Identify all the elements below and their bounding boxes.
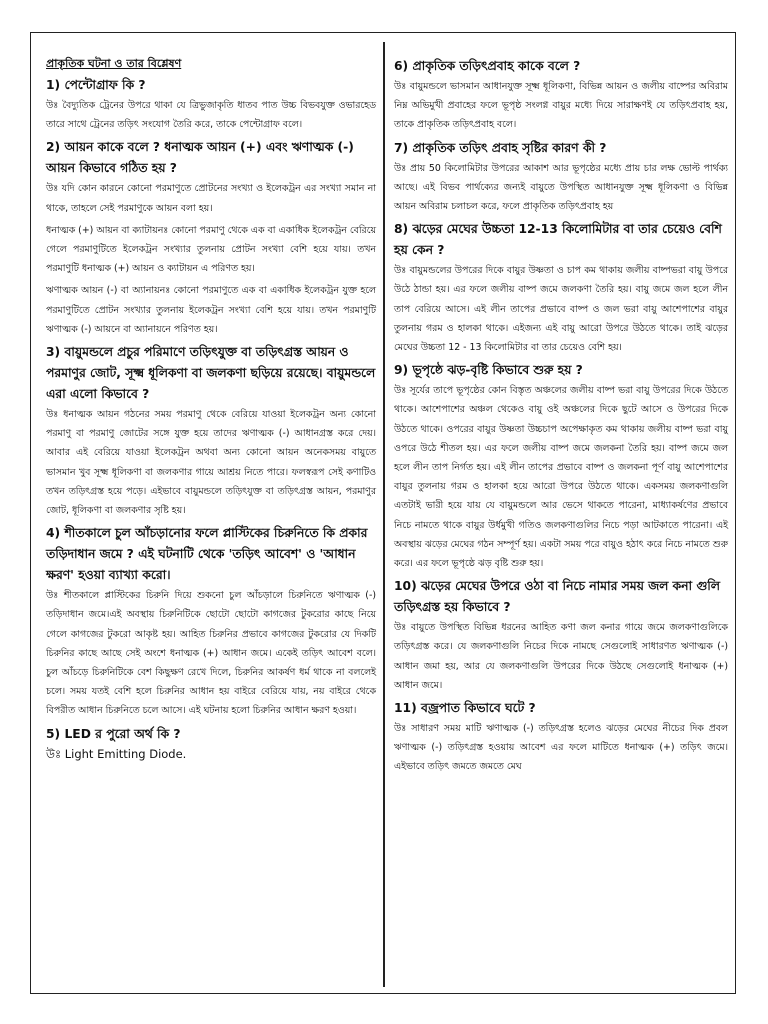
question-block [46,137,376,339]
column-divider [383,42,385,987]
answer-text: ঋণাত্মক আয়ন (-) বা অ্যানায়নঃ কোনো পরমাণুতে এক বা একাধিক ইলেকট্রন যুক্ত হলে পরমাণুটিতে প্রোটন সংখ্যার তুলনায় ইলেকট্রন সংখ্যা বেশি হয়ে যায়। তখন পরমাণুটি ঋণাত্মক (-) আয়নে বা অ্যানায়নে পরিণত হয়। [46,285,376,335]
question-block [46,342,376,520]
question-block [46,724,376,764]
question-block [394,360,728,573]
question-text: 11) বজ্রপাত কিভাবে ঘটে ? [394,701,536,716]
question-text: 3) বায়ুমন্ডলে প্রচুর পরিমাণে তড়িৎযুক্ত বা তড়িৎগ্রস্ত আয়ন ও পরমাণুর জোট, সূক্ষ্ম ধূলিকণা বা জলকণা ছড়িয়ে রয়েছে। বায়ুমন্ডলে এরা এলো কিভাবে ? [46,345,376,402]
question-text: 8) ঝড়ের মেঘের উচ্চতা 12-13 কিলোমিটার বা তার চেয়েও বেশি হয় কেন ? [394,222,722,258]
topic-heading: প্রাকৃতিক ঘটনা ও তার বিশ্লেষণ [46,57,182,70]
question-text: 9) ভূপৃষ্ঠে ঝড়-বৃষ্টি কিভাবে শুরু হয় ? [394,363,583,378]
question-text: 6) প্রাকৃতিক তড়িৎপ্রবাহ কাকে বলে ? [394,59,581,73]
answer-text: উঃ যদি কোন কারনে কোনো পরমাণুতে প্রোটনের সংখ্যা ও ইলেকট্রন এর সংখ্যা সমান না থাকে, তাহলে সেই পরমাণুকে আয়ন বলা হয়। [46,183,376,214]
question-block [394,138,728,217]
answer-text: উঃ সূর্যের তাপে ভূপৃষ্ঠের কোন বিস্তৃত অঞ্চলের জলীয় বাষ্প ভরা বায়ু উপরের দিকে উঠতে থাকে। আশেপাশের অঞ্চল থেকেও বায়ু ওই অঞ্চলের দিকে ছুটে আসে ও উপরের দিকে উঠতে থাকে। ওপরের বায়ুর উষ্ণতা উচ্চচাপ অপেক্ষাকৃত কম থাকায় জলীয় বাষ্প ভরা বায়ু ওপরে উঠে শীতল হয়। এর ফলে জলীয় বাষ্প জমে জলকনা তৈরি হয়। বাষ্প জমে জল হলে লীন তাপ নির্গত হয়। এই লীন তাপের প্রভাবে বাষ্প ও জলকনা পূর্ণ বায়ু আশেপাশের বায়ুর তুলনায় গরম ও হালকা হয়ে আরো উপরে উঠতে থাকে। একসময় জলকণাগুলি এতটাই ভারী হয়ে যায় যে বায়ুমন্ডলে আর ভেসে থাকতে পারেনা, মাধ্যাকর্ষণের প্রভাবে নিচে নামতে থাকে বায়ুর উর্ধমুখী গতিও জলকণাগুলির নিচে পড়া আটকাতে পারেনা। এই অবস্থায় ঝড়ের মেঘের গঠন সম্পূর্ণ হয়। একটা সময় পরে বায়ুও হঠাৎ করে নিচে নামতে শুরু করে। এর ফলে ভূপৃষ্ঠে ঝড় বৃষ্টি শুরু হয়। [394,385,728,570]
left-question-list [46,75,376,764]
answer-text: উঃ বায়ুমন্ডলে ভাসমান আধানযুক্ত সূক্ষ্ম ধূলিকণা, বিভিন্ন আয়ন ও জলীয় বাষ্পের অবিরাম নিম্ন অভিমুখী প্রবাহের ফলে ভূপৃষ্ঠ সংলগ্ন বায়ুর মধ্যে দিয়ে সারাক্ষণই যে তড়িৎপ্রবাহ হয়, তাকে প্রাকৃতিক তড়িৎপ্রবাহ বলে। [394,81,728,131]
answer-text: উঃ বৈদ্যুতিক ট্রেনের উপরে থাকা যে ত্রিভুজাকৃতি ধাতব পাত উচ্চ বিভবযুক্ত ওভারহেড তারে সাথে ট্রেনের তড়িৎ সংযোগ তৈরি করে, তাকে পেন্টোগ্রাফ বলে। [46,100,376,131]
question-block [394,56,728,135]
question-text: 5) LED র পুরো অর্থ কি ? [46,726,181,741]
answer-text: উঃ বায়ুতে উপস্থিত বিভিন্ন ধরনের আহিত কণা জল কনার গায়ে জমে জলকণাগুলিকে তড়িৎগ্রস্ত করে। যে জলকণাগুলি নিচের দিকে নামছে সেগুলোই সাধারণত ঋণাত্মক (-) আধান জমা হয়, আর যে জলকণাগুলি উপরের দিকে উঠছে সেগুলোই ধনাত্মক (+) আধান জমে। [394,622,728,691]
question-block [394,576,728,695]
question-block [46,523,376,720]
answer-text: ধনাত্মক (+) আয়ন বা ক্যাটায়নঃ কোনো পরমাণু থেকে এক বা একাধিক ইলেকট্রন বেরিয়ে গেলে পরমাণুটিতে ইলেকট্রন সংখ্যার তুলনায় প্রোটন সংখ্যা বেশি হয়ে যায়। তখন পরমাণুটি ধনাত্মক (+) আয়ন ও ক্যাটায়ন এ পরিণত হয়। [46,224,376,275]
answer-text: উঃ শীতকালে প্লাস্টিকের চিরুনি দিয়ে শুকনো চুল আঁচড়ালে চিরুনিতে ঋণাত্মক (-) তড়িদাধান জমে।এই অবস্থায় চিরুনিটিকে ছোটো ছোটো কাগজের টুকরোর কাছে নিয়ে গেলে কাগজের টুকরো আকৃষ্ট হয়। আহিত চিরুনির প্রভাবে কাগজের টুকরোর যে দিকটি চিরুনির কাছে আছে সেই অংশে ধনাত্মক (+) আধান জমে। একেই তড়িৎ আবেশ বলে। চুল আঁচড়ে চিরুনিটিকে বেশ কিছুক্ষণ রেখে দিলে, চিরুনির আকর্ষণ ধর্ম থাকে না বললেই চলে। সময় যতই বেশি হলে চিরুনির আধান হয় বাইরে বেরিয়ে যায়, নয় বাইরে থেকে বিপরীত আধান চিরুনিতে চলে আসে। এই ঘটনায় হলো চিরুনির আধান ক্ষরণ হওয়া। [46,590,376,717]
question-text: 10) ঝড়ের মেঘের উপরে ওঠা বা নিচে নামার সময় জল কনা গুলি তড়িৎগ্রস্ত হয় কিভাবে ? [394,579,720,615]
right-column [394,56,728,780]
answer-text: উঃ বায়ুমন্ডলের উপরের দিকে বায়ুর উষ্ণতা ও চাপ কম থাকায় জলীয় বাষ্পভরা বায়ু উপরে উঠে ঠান্ডা হয়। এর ফলে জলীয় বাষ্প জমে জলকণা তৈরি হয়। বায়ু জমে জল হলে লীন তাপ বেরিয়ে আসে। এই লীন তাপের প্রভাবে বাষ্প ও জল ভরা বায়ু আশেপাশের বায়ুর তুলনায় গরম ও হালকা থাকে। এইজন্য এই বায়ু আরো উপরে উঠতে থাকে। তাই ঝড়ের মেঘের উচ্চতা 12 - 13 কিলোমিটার বা তার চেয়েও বেশি হয়। [394,265,728,354]
answer-text: উঃ Light Emitting Diode. [46,746,187,761]
answer-text: উঃ ধনাত্মক আয়ন গঠনের সময় পরমাণু থেকে বেরিয়ে যাওয়া ইলেকট্রন অন্য কোনো পরমাণু বা পরমাণু জোটের সঙ্গে যুক্ত হয়ে তাদের ঋণাত্মক (-) আধানগ্রস্ত করে দেয়। আবার এই বেরিয়ে যাওয়া ইলেকট্রন অথবা অন্য কোনো আয়ন অনেকসময় বায়ুতে ভাসমান খুব সূক্ষ্ম ধূলিকণা বা জলকণার গায়ে আশ্রয় নিতে পারে। ফলস্বরূপ সেই কণাটিও তখন তড়িৎগ্রস্ত হয়ে পড়ে। এইভাবে বায়ুমন্ডলে তড়িৎযুক্ত বা তড়িৎগ্রস্ত আয়ন, পরমাণুর জোট, ধূলিকণা বা জলকণার সৃষ্টি হয়। [46,409,376,517]
right-question-list [394,56,728,777]
question-block [394,219,728,357]
question-text: 7) প্রাকৃতিক তড়িৎ প্রবাহ সৃষ্টির কারণ কী ? [394,140,607,155]
question-text: 4) শীতকালে চুল আঁচড়ানোর ফলে প্লাস্টিকের চিরুনিতে কি প্রকার তড়িদাধান জমে ? এই ঘটনাটি থেকে 'তড়িৎ আবেশ' ও 'আধান ক্ষরণ' হওয়া ব্যাখ্যা করো। [46,526,368,583]
answer-text: উঃ প্রায় 50 কিলোমিটার উপরের আকাশ আর ভূপৃষ্ঠের মধ্যে প্রায় চার লক্ষ ভোল্ট পার্থক্য আছে। এই বিভব পার্থক্যের জন্যই বায়ুতে উপস্থিত আধানযুক্ত সূক্ষ্ম ধূলিকণা ও বিভিন্ন আয়ন অবিরাম চলাচল করে, ফলে প্রাকৃতিক তড়িৎপ্রবাহ হয় [394,162,728,213]
question-block [394,698,728,777]
question-block [46,75,376,134]
question-text: 1) পেন্টোগ্রাফ কি ? [46,78,146,92]
answer-text: উঃ সাধারণ সময় মাটি ঋণাত্মক (-) তড়িৎগ্রস্ত হলেও ঝড়ের মেঘের নীচের দিক প্রবল ঋণাত্মক (-) তড়িৎগ্রস্ত হওয়ায় আবেশ এর ফলে মাটিতে ধনাত্মক (+) তড়িৎ জমে। এইভাবে তড়িৎ জমতে জমতে মেঘ [394,723,728,773]
question-text: 2) আয়ন কাকে বলে ? ধনাত্মক আয়ন (+) এবং ঋণাত্মক (-) আয়ন কিভাবে গঠিত হয় ? [46,140,354,176]
left-column [46,56,376,767]
